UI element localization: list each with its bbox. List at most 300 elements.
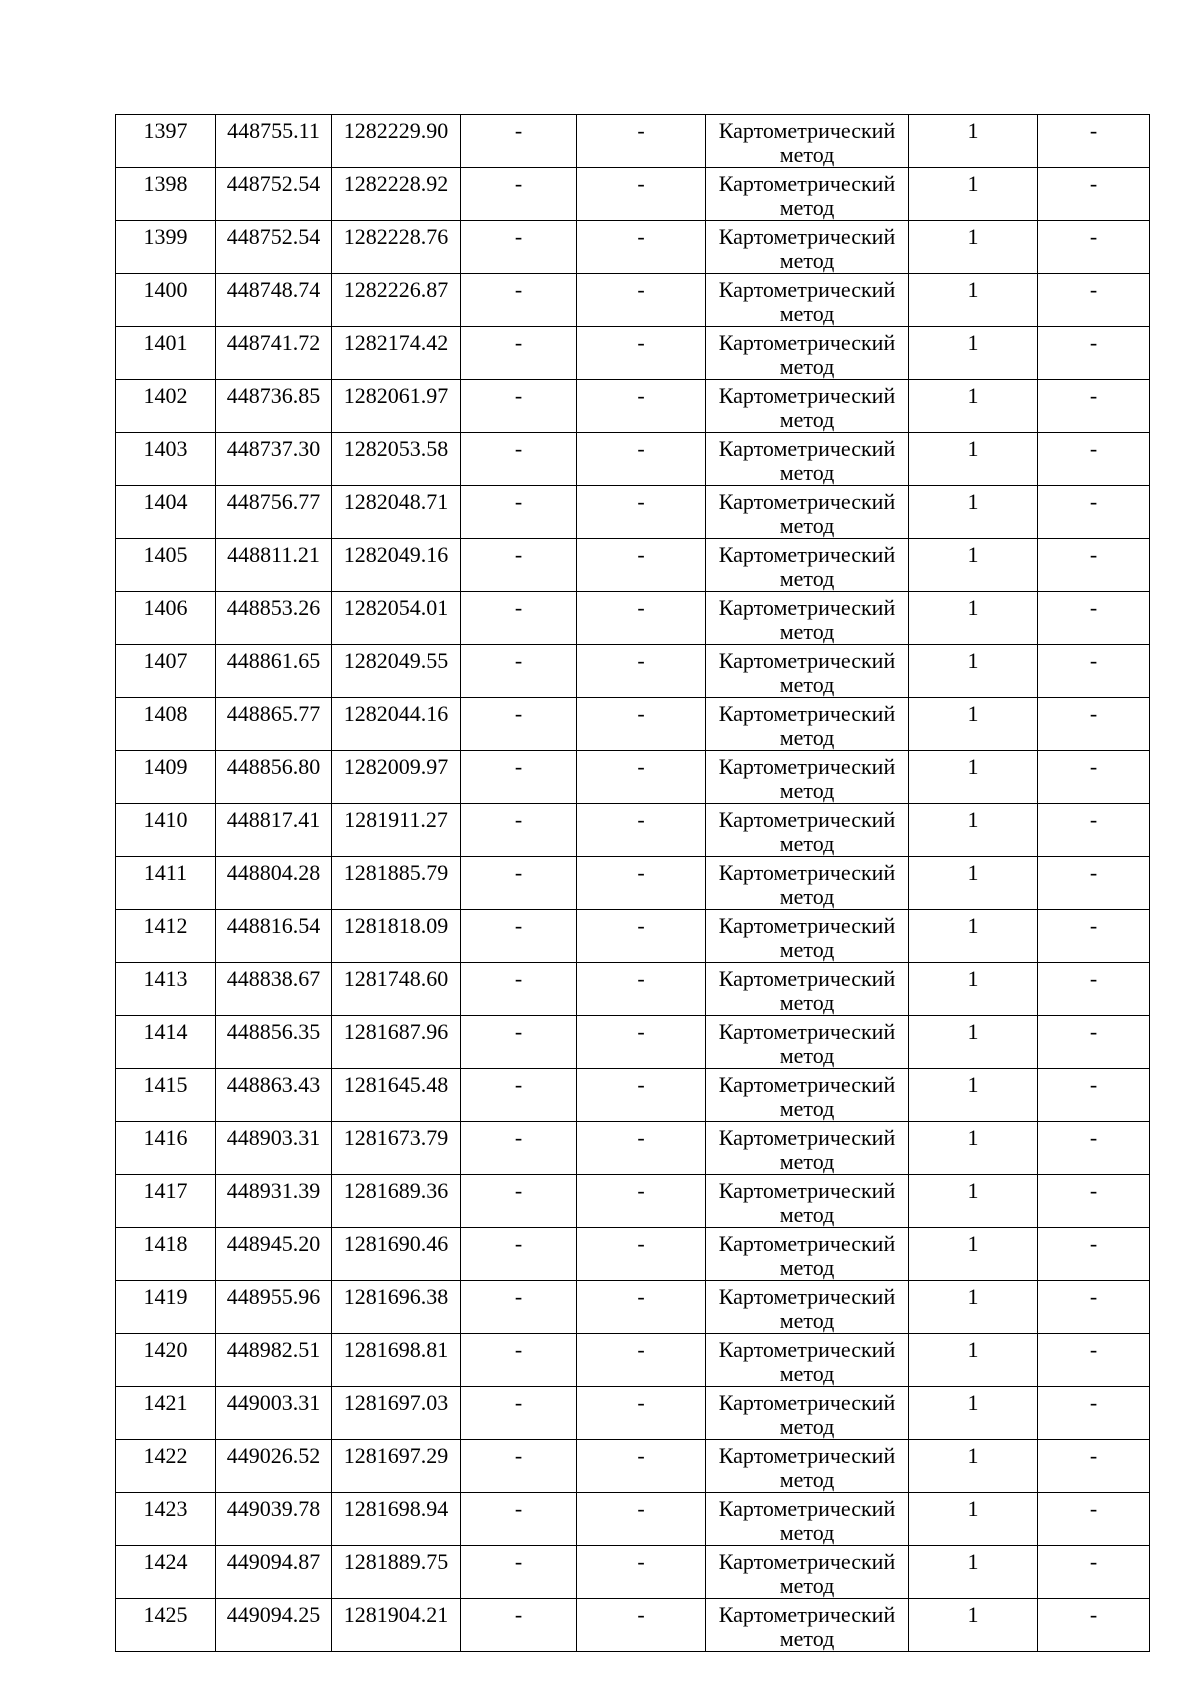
- method-line-2: метод: [779, 1467, 835, 1492]
- method-line-2: метод: [779, 566, 835, 591]
- x-coordinate-cell: 448853.26: [216, 592, 332, 645]
- column-8-cell: -: [1038, 1069, 1150, 1122]
- method-line-1: Картометрический: [718, 754, 896, 779]
- x-coordinate-cell: 449094.87: [216, 1546, 332, 1599]
- method-line-1: Картометрический: [718, 277, 896, 302]
- column-8-cell: -: [1038, 857, 1150, 910]
- column-5-cell: -: [577, 910, 706, 963]
- x-coordinate-cell: 448737.30: [216, 433, 332, 486]
- method-line-2: метод: [779, 142, 835, 167]
- method-line-1: Картометрический: [718, 171, 896, 196]
- column-5-cell: -: [577, 168, 706, 221]
- column-5-cell: -: [577, 1599, 706, 1652]
- x-coordinate-cell: 448863.43: [216, 1069, 332, 1122]
- y-coordinate-cell: 1282061.97: [332, 380, 461, 433]
- column-5-cell: -: [577, 857, 706, 910]
- y-coordinate-cell: 1281818.09: [332, 910, 461, 963]
- method-line-2: метод: [779, 1308, 835, 1333]
- point-number-cell: 1413: [116, 963, 216, 1016]
- table-row: [116, 1440, 1150, 1493]
- y-coordinate-cell: 1282048.71: [332, 486, 461, 539]
- y-coordinate-cell: 1281697.29: [332, 1440, 461, 1493]
- column-4-cell: -: [461, 698, 577, 751]
- point-number-cell: 1414: [116, 1016, 216, 1069]
- method-line-2: метод: [779, 354, 835, 379]
- y-coordinate-cell: 1282174.42: [332, 327, 461, 380]
- method-cell: [706, 751, 909, 804]
- method-line-2: метод: [779, 990, 835, 1015]
- method-cell: [706, 539, 909, 592]
- column-8-cell: -: [1038, 433, 1150, 486]
- column-4-cell: -: [461, 804, 577, 857]
- column-7-cell: 1: [909, 804, 1038, 857]
- column-8-cell: -: [1038, 486, 1150, 539]
- column-7-cell: 1: [909, 1387, 1038, 1440]
- y-coordinate-cell: 1281904.21: [332, 1599, 461, 1652]
- method-line-1: Картометрический: [718, 489, 896, 514]
- method-line-1: Картометрический: [718, 542, 896, 567]
- y-coordinate-cell: 1282228.76: [332, 221, 461, 274]
- y-coordinate-cell: 1282053.58: [332, 433, 461, 486]
- column-7-cell: 1: [909, 1281, 1038, 1334]
- table-row: [116, 1069, 1150, 1122]
- method-line-2: метод: [779, 937, 835, 962]
- point-number-cell: 1399: [116, 221, 216, 274]
- table-row: [116, 1281, 1150, 1334]
- point-number-cell: 1401: [116, 327, 216, 380]
- column-7-cell: 1: [909, 645, 1038, 698]
- method-line-2: метод: [779, 407, 835, 432]
- column-8-cell: -: [1038, 221, 1150, 274]
- column-4-cell: -: [461, 910, 577, 963]
- table-row: [116, 751, 1150, 804]
- point-number-cell: 1416: [116, 1122, 216, 1175]
- column-5-cell: -: [577, 1387, 706, 1440]
- column-7-cell: 1: [909, 857, 1038, 910]
- method-cell: [706, 168, 909, 221]
- point-number-cell: 1412: [116, 910, 216, 963]
- column-8-cell: -: [1038, 1334, 1150, 1387]
- column-4-cell: -: [461, 433, 577, 486]
- y-coordinate-cell: 1282054.01: [332, 592, 461, 645]
- method-line-1: Картометрический: [718, 1337, 896, 1362]
- column-5-cell: -: [577, 1228, 706, 1281]
- column-7-cell: 1: [909, 486, 1038, 539]
- method-line-1: Картометрический: [718, 807, 896, 832]
- y-coordinate-cell: 1282229.90: [332, 115, 461, 168]
- column-5-cell: -: [577, 1122, 706, 1175]
- column-7-cell: 1: [909, 221, 1038, 274]
- y-coordinate-cell: 1281689.36: [332, 1175, 461, 1228]
- table-row: [116, 380, 1150, 433]
- method-cell: [706, 857, 909, 910]
- column-8-cell: -: [1038, 1016, 1150, 1069]
- y-coordinate-cell: 1281889.75: [332, 1546, 461, 1599]
- x-coordinate-cell: 448804.28: [216, 857, 332, 910]
- x-coordinate-cell: 448756.77: [216, 486, 332, 539]
- method-line-2: метод: [779, 1520, 835, 1545]
- column-8-cell: -: [1038, 539, 1150, 592]
- method-line-1: Картометрический: [718, 436, 896, 461]
- method-line-2: метод: [779, 1414, 835, 1439]
- point-number-cell: 1397: [116, 115, 216, 168]
- point-number-cell: 1407: [116, 645, 216, 698]
- column-7-cell: 1: [909, 698, 1038, 751]
- column-8-cell: -: [1038, 804, 1150, 857]
- method-cell: [706, 1334, 909, 1387]
- point-number-cell: 1406: [116, 592, 216, 645]
- column-4-cell: -: [461, 1599, 577, 1652]
- method-line-1: Картометрический: [718, 1602, 896, 1627]
- column-5-cell: -: [577, 645, 706, 698]
- point-number-cell: 1422: [116, 1440, 216, 1493]
- column-5-cell: -: [577, 1334, 706, 1387]
- x-coordinate-cell: 448748.74: [216, 274, 332, 327]
- method-cell: [706, 1069, 909, 1122]
- method-line-2: метод: [779, 778, 835, 803]
- column-7-cell: 1: [909, 1122, 1038, 1175]
- y-coordinate-cell: 1281673.79: [332, 1122, 461, 1175]
- column-8-cell: -: [1038, 1228, 1150, 1281]
- method-line-1: Картометрический: [718, 860, 896, 885]
- x-coordinate-cell: 448861.65: [216, 645, 332, 698]
- method-line-1: Картометрический: [718, 1443, 896, 1468]
- table-row: [116, 963, 1150, 1016]
- column-8-cell: -: [1038, 751, 1150, 804]
- method-line-1: Картометрический: [718, 330, 896, 355]
- table-row: [116, 592, 1150, 645]
- method-line-1: Картометрический: [718, 1284, 896, 1309]
- column-8-cell: -: [1038, 1440, 1150, 1493]
- y-coordinate-cell: 1281911.27: [332, 804, 461, 857]
- method-line-1: Картометрический: [718, 1019, 896, 1044]
- column-4-cell: -: [461, 751, 577, 804]
- column-7-cell: 1: [909, 1440, 1038, 1493]
- method-line-1: Картометрический: [718, 1231, 896, 1256]
- method-line-2: метод: [779, 1573, 835, 1598]
- column-8-cell: -: [1038, 1493, 1150, 1546]
- column-4-cell: -: [461, 1122, 577, 1175]
- table-row: [116, 221, 1150, 274]
- column-5-cell: -: [577, 274, 706, 327]
- column-7-cell: 1: [909, 910, 1038, 963]
- column-7-cell: 1: [909, 327, 1038, 380]
- method-cell: [706, 1228, 909, 1281]
- method-line-1: Картометрический: [718, 224, 896, 249]
- y-coordinate-cell: 1281687.96: [332, 1016, 461, 1069]
- column-7-cell: 1: [909, 168, 1038, 221]
- method-cell: [706, 1493, 909, 1546]
- column-7-cell: 1: [909, 1016, 1038, 1069]
- x-coordinate-cell: 448838.67: [216, 963, 332, 1016]
- column-4-cell: -: [461, 115, 577, 168]
- column-7-cell: 1: [909, 274, 1038, 327]
- method-line-1: Картометрический: [718, 1549, 896, 1574]
- method-cell: [706, 380, 909, 433]
- point-number-cell: 1424: [116, 1546, 216, 1599]
- column-7-cell: 1: [909, 1493, 1038, 1546]
- x-coordinate-cell: 448736.85: [216, 380, 332, 433]
- x-coordinate-cell: 448755.11: [216, 115, 332, 168]
- column-7-cell: 1: [909, 592, 1038, 645]
- method-cell: [706, 698, 909, 751]
- column-4-cell: -: [461, 1281, 577, 1334]
- column-7-cell: 1: [909, 433, 1038, 486]
- y-coordinate-cell: 1281698.81: [332, 1334, 461, 1387]
- x-coordinate-cell: 448856.35: [216, 1016, 332, 1069]
- x-coordinate-cell: 448931.39: [216, 1175, 332, 1228]
- column-4-cell: -: [461, 327, 577, 380]
- table-row: [116, 1599, 1150, 1652]
- column-8-cell: -: [1038, 1122, 1150, 1175]
- y-coordinate-cell: 1281696.38: [332, 1281, 461, 1334]
- point-number-cell: 1403: [116, 433, 216, 486]
- method-line-1: Картометрический: [718, 1496, 896, 1521]
- method-cell: [706, 910, 909, 963]
- y-coordinate-cell: 1281690.46: [332, 1228, 461, 1281]
- table-row: [116, 1493, 1150, 1546]
- column-5-cell: -: [577, 115, 706, 168]
- method-cell: [706, 1546, 909, 1599]
- point-number-cell: 1418: [116, 1228, 216, 1281]
- x-coordinate-cell: 448752.54: [216, 168, 332, 221]
- column-8-cell: -: [1038, 1599, 1150, 1652]
- column-5-cell: -: [577, 592, 706, 645]
- column-4-cell: -: [461, 274, 577, 327]
- column-4-cell: -: [461, 539, 577, 592]
- table-row: [116, 433, 1150, 486]
- y-coordinate-cell: 1282049.55: [332, 645, 461, 698]
- point-number-cell: 1423: [116, 1493, 216, 1546]
- column-4-cell: -: [461, 1069, 577, 1122]
- column-5-cell: -: [577, 433, 706, 486]
- method-cell: [706, 1016, 909, 1069]
- y-coordinate-cell: 1281698.94: [332, 1493, 461, 1546]
- table-row: [116, 645, 1150, 698]
- column-7-cell: 1: [909, 1334, 1038, 1387]
- table-row: [116, 804, 1150, 857]
- column-5-cell: -: [577, 380, 706, 433]
- column-5-cell: -: [577, 1069, 706, 1122]
- column-8-cell: -: [1038, 380, 1150, 433]
- point-number-cell: 1409: [116, 751, 216, 804]
- method-cell: [706, 592, 909, 645]
- column-4-cell: -: [461, 1228, 577, 1281]
- column-5-cell: -: [577, 963, 706, 1016]
- y-coordinate-cell: 1281748.60: [332, 963, 461, 1016]
- table-row: [116, 1228, 1150, 1281]
- column-4-cell: -: [461, 857, 577, 910]
- point-number-cell: 1415: [116, 1069, 216, 1122]
- x-coordinate-cell: 448903.31: [216, 1122, 332, 1175]
- method-cell: [706, 804, 909, 857]
- point-number-cell: 1417: [116, 1175, 216, 1228]
- table-row: [116, 115, 1150, 168]
- column-4-cell: -: [461, 486, 577, 539]
- y-coordinate-cell: 1281885.79: [332, 857, 461, 910]
- method-line-1: Картометрический: [718, 1072, 896, 1097]
- x-coordinate-cell: 448816.54: [216, 910, 332, 963]
- point-number-cell: 1425: [116, 1599, 216, 1652]
- method-line-1: Картометрический: [718, 1178, 896, 1203]
- column-7-cell: 1: [909, 1175, 1038, 1228]
- column-4-cell: -: [461, 380, 577, 433]
- column-4-cell: -: [461, 963, 577, 1016]
- y-coordinate-cell: 1282009.97: [332, 751, 461, 804]
- column-4-cell: -: [461, 1546, 577, 1599]
- method-line-2: метод: [779, 1202, 835, 1227]
- y-coordinate-cell: 1281645.48: [332, 1069, 461, 1122]
- column-8-cell: -: [1038, 963, 1150, 1016]
- column-8-cell: -: [1038, 1281, 1150, 1334]
- x-coordinate-cell: 449094.25: [216, 1599, 332, 1652]
- method-line-1: Картометрический: [718, 595, 896, 620]
- method-line-2: метод: [779, 248, 835, 273]
- method-cell: [706, 645, 909, 698]
- method-line-1: Картометрический: [718, 913, 896, 938]
- column-4-cell: -: [461, 592, 577, 645]
- method-line-2: метод: [779, 1255, 835, 1280]
- x-coordinate-cell: 448982.51: [216, 1334, 332, 1387]
- method-line-1: Картометрический: [718, 118, 896, 143]
- point-number-cell: 1402: [116, 380, 216, 433]
- column-5-cell: -: [577, 1493, 706, 1546]
- method-line-1: Картометрический: [718, 1390, 896, 1415]
- table-body: [116, 115, 1150, 1652]
- coordinates-table: [115, 114, 1150, 1652]
- method-line-1: Картометрический: [718, 648, 896, 673]
- point-number-cell: 1405: [116, 539, 216, 592]
- column-5-cell: -: [577, 804, 706, 857]
- point-number-cell: 1404: [116, 486, 216, 539]
- point-number-cell: 1419: [116, 1281, 216, 1334]
- column-7-cell: 1: [909, 1599, 1038, 1652]
- point-number-cell: 1398: [116, 168, 216, 221]
- x-coordinate-cell: 449039.78: [216, 1493, 332, 1546]
- table-row: [116, 539, 1150, 592]
- table-row: [116, 327, 1150, 380]
- method-line-2: метод: [779, 831, 835, 856]
- table-row: [116, 1175, 1150, 1228]
- column-4-cell: -: [461, 1334, 577, 1387]
- table-row: [116, 486, 1150, 539]
- x-coordinate-cell: 448945.20: [216, 1228, 332, 1281]
- method-cell: [706, 963, 909, 1016]
- column-5-cell: -: [577, 698, 706, 751]
- point-number-cell: 1410: [116, 804, 216, 857]
- point-number-cell: 1408: [116, 698, 216, 751]
- method-line-2: метод: [779, 1149, 835, 1174]
- column-8-cell: -: [1038, 327, 1150, 380]
- table-row: [116, 1334, 1150, 1387]
- method-cell: [706, 221, 909, 274]
- column-4-cell: -: [461, 645, 577, 698]
- column-4-cell: -: [461, 1016, 577, 1069]
- method-line-1: Картометрический: [718, 1125, 896, 1150]
- method-cell: [706, 1599, 909, 1652]
- method-cell: [706, 115, 909, 168]
- method-line-2: метод: [779, 725, 835, 750]
- method-line-2: метод: [779, 619, 835, 644]
- column-7-cell: 1: [909, 1069, 1038, 1122]
- column-5-cell: -: [577, 327, 706, 380]
- y-coordinate-cell: 1282226.87: [332, 274, 461, 327]
- table-row: [116, 910, 1150, 963]
- table-row: [116, 168, 1150, 221]
- y-coordinate-cell: 1282228.92: [332, 168, 461, 221]
- column-8-cell: -: [1038, 168, 1150, 221]
- x-coordinate-cell: 448752.54: [216, 221, 332, 274]
- y-coordinate-cell: 1281697.03: [332, 1387, 461, 1440]
- method-line-2: метод: [779, 1626, 835, 1651]
- point-number-cell: 1400: [116, 274, 216, 327]
- method-cell: [706, 486, 909, 539]
- method-line-1: Картометрический: [718, 701, 896, 726]
- y-coordinate-cell: 1282044.16: [332, 698, 461, 751]
- method-cell: [706, 1440, 909, 1493]
- column-4-cell: -: [461, 221, 577, 274]
- column-8-cell: -: [1038, 698, 1150, 751]
- table-row: [116, 274, 1150, 327]
- x-coordinate-cell: 449026.52: [216, 1440, 332, 1493]
- method-cell: [706, 1387, 909, 1440]
- method-line-2: метод: [779, 1361, 835, 1386]
- column-8-cell: -: [1038, 115, 1150, 168]
- table-row: [116, 857, 1150, 910]
- column-4-cell: -: [461, 1387, 577, 1440]
- column-7-cell: 1: [909, 751, 1038, 804]
- method-line-2: метод: [779, 884, 835, 909]
- column-5-cell: -: [577, 1016, 706, 1069]
- column-7-cell: 1: [909, 539, 1038, 592]
- column-5-cell: -: [577, 486, 706, 539]
- column-4-cell: -: [461, 168, 577, 221]
- method-line-2: метод: [779, 672, 835, 697]
- column-8-cell: -: [1038, 592, 1150, 645]
- column-8-cell: -: [1038, 910, 1150, 963]
- y-coordinate-cell: 1282049.16: [332, 539, 461, 592]
- method-line-1: Картометрический: [718, 966, 896, 991]
- column-5-cell: -: [577, 539, 706, 592]
- table-row: [116, 1546, 1150, 1599]
- point-number-cell: 1411: [116, 857, 216, 910]
- method-cell: [706, 1281, 909, 1334]
- table-row: [116, 698, 1150, 751]
- method-cell: [706, 1122, 909, 1175]
- x-coordinate-cell: 448865.77: [216, 698, 332, 751]
- method-cell: [706, 433, 909, 486]
- method-line-2: метод: [779, 301, 835, 326]
- table-row: [116, 1016, 1150, 1069]
- column-7-cell: 1: [909, 115, 1038, 168]
- column-5-cell: -: [577, 1281, 706, 1334]
- column-8-cell: -: [1038, 645, 1150, 698]
- column-7-cell: 1: [909, 1228, 1038, 1281]
- method-cell: [706, 327, 909, 380]
- column-4-cell: -: [461, 1440, 577, 1493]
- column-5-cell: -: [577, 1440, 706, 1493]
- table-row: [116, 1387, 1150, 1440]
- method-line-1: Картометрический: [718, 383, 896, 408]
- column-4-cell: -: [461, 1493, 577, 1546]
- x-coordinate-cell: 449003.31: [216, 1387, 332, 1440]
- method-cell: [706, 1175, 909, 1228]
- column-5-cell: -: [577, 1546, 706, 1599]
- x-coordinate-cell: 448955.96: [216, 1281, 332, 1334]
- column-5-cell: -: [577, 221, 706, 274]
- x-coordinate-cell: 448817.41: [216, 804, 332, 857]
- table-row: [116, 1122, 1150, 1175]
